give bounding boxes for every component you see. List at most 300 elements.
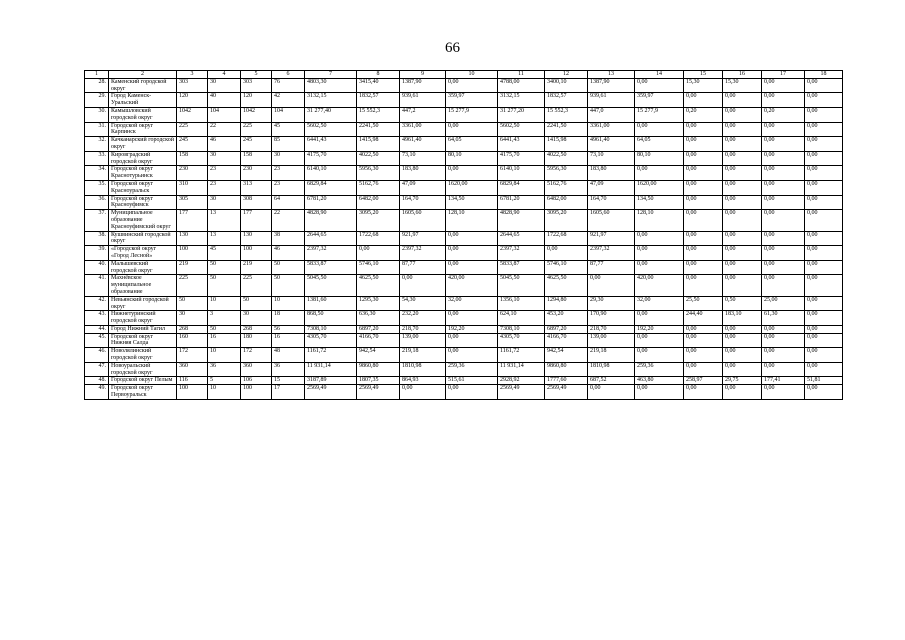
value-cell: 180 — [241, 333, 272, 348]
value-cell: 2569,49 — [545, 385, 588, 400]
value-cell: 15,30 — [723, 78, 762, 93]
value-cell: 219,18 — [588, 348, 635, 363]
table-row — [85, 296, 843, 311]
value-cell: 942,54 — [357, 348, 400, 363]
value-cell: 2241,50 — [545, 122, 588, 137]
value-cell: 0,00 — [723, 348, 762, 363]
column-number: 1 — [85, 71, 109, 79]
value-cell: 50 — [272, 275, 305, 296]
row-number-cell: 33. — [85, 151, 109, 166]
table-row — [85, 166, 843, 181]
value-cell: 0,00 — [684, 275, 723, 296]
value-cell: 4305,70 — [305, 333, 357, 348]
column-number: 4 — [208, 71, 241, 79]
value-cell: 0,00 — [588, 385, 635, 400]
value-cell: 4166,70 — [357, 333, 400, 348]
municipality-name-cell: Кушвинский городской округ — [109, 231, 177, 246]
row-number-cell: 48. — [85, 377, 109, 385]
value-cell: 2644,65 — [305, 231, 357, 246]
column-number: 13 — [588, 71, 635, 79]
table-row — [85, 231, 843, 246]
value-cell: 420,00 — [635, 275, 684, 296]
value-cell: 5602,50 — [498, 122, 545, 137]
value-cell: 6482,00 — [545, 195, 588, 210]
value-cell: 0,00 — [805, 137, 843, 152]
value-cell: 0,00 — [635, 311, 684, 326]
value-cell: 0,00 — [762, 137, 805, 152]
value-cell: 64 — [272, 195, 305, 210]
value-cell: 4305,70 — [498, 333, 545, 348]
table-row — [85, 78, 843, 93]
value-cell: 54,30 — [400, 296, 446, 311]
value-cell: 46 — [272, 246, 305, 261]
value-cell: 0,00 — [684, 231, 723, 246]
value-cell: 5162,76 — [357, 180, 400, 195]
value-cell: 76 — [272, 78, 305, 93]
value-cell: 359,97 — [635, 93, 684, 108]
value-cell: 130 — [177, 231, 208, 246]
value-cell: 0,00 — [805, 93, 843, 108]
value-cell: 0,00 — [635, 385, 684, 400]
value-cell: 45 — [272, 122, 305, 137]
value-cell: 0,00 — [762, 180, 805, 195]
value-cell: 50 — [177, 296, 208, 311]
value-cell: 0,00 — [762, 260, 805, 275]
value-cell: 3361,00 — [400, 122, 446, 137]
value-cell: 15 552,3 — [545, 107, 588, 122]
table-row — [85, 93, 843, 108]
value-cell: 183,10 — [723, 311, 762, 326]
value-cell: 128,10 — [635, 210, 684, 231]
value-cell: 22 — [272, 210, 305, 231]
value-cell: 120 — [177, 93, 208, 108]
value-cell: 0,00 — [684, 325, 723, 333]
value-cell: 0,00 — [762, 333, 805, 348]
value-cell: 64,05 — [446, 137, 498, 152]
value-cell: 4788,00 — [498, 78, 545, 93]
value-cell: 0,00 — [762, 362, 805, 377]
value-cell: 4961,40 — [400, 137, 446, 152]
value-cell: 116 — [177, 377, 208, 385]
value-cell: 244,40 — [684, 311, 723, 326]
value-cell: 5746,10 — [357, 260, 400, 275]
value-cell: 2397,32 — [498, 246, 545, 261]
value-cell: 258,97 — [684, 377, 723, 385]
value-cell: 225 — [177, 122, 208, 137]
value-cell: 4828,90 — [305, 210, 357, 231]
value-cell: 303 — [241, 78, 272, 93]
table-row — [85, 377, 843, 385]
value-cell: 130 — [241, 231, 272, 246]
value-cell: 5833,87 — [305, 260, 357, 275]
value-cell: 0,00 — [545, 246, 588, 261]
value-cell: 128,10 — [446, 210, 498, 231]
table-row — [85, 210, 843, 231]
value-cell: 6829,84 — [498, 180, 545, 195]
value-cell: 2241,50 — [357, 122, 400, 137]
value-cell: 100 — [177, 385, 208, 400]
value-cell: 2928,92 — [498, 377, 545, 385]
value-cell: 0,00 — [588, 275, 635, 296]
value-cell: 268 — [241, 325, 272, 333]
value-cell: 313 — [241, 180, 272, 195]
table-row — [85, 195, 843, 210]
value-cell: 225 — [177, 275, 208, 296]
row-number-cell: 32. — [85, 137, 109, 152]
row-number-cell: 36. — [85, 195, 109, 210]
value-cell: 177,41 — [762, 377, 805, 385]
value-cell: 0,00 — [635, 166, 684, 181]
table-body — [85, 71, 843, 400]
municipality-name-cell: Камышловский городской округ — [109, 107, 177, 122]
value-cell: 420,00 — [446, 275, 498, 296]
value-cell: 0,00 — [805, 348, 843, 363]
value-cell: 0,20 — [762, 107, 805, 122]
municipality-name-cell: Городской округ Нижняя Салда — [109, 333, 177, 348]
row-number-cell: 34. — [85, 166, 109, 181]
municipality-name-cell: «Городской округ «Город Лесной» — [109, 246, 177, 261]
value-cell: 0,00 — [400, 275, 446, 296]
value-cell: 47,09 — [400, 180, 446, 195]
value-cell: 9860,80 — [357, 362, 400, 377]
value-cell: 1605,60 — [400, 210, 446, 231]
value-cell: 80,10 — [446, 151, 498, 166]
value-cell: 30 — [177, 311, 208, 326]
value-cell: 0,00 — [446, 348, 498, 363]
column-number: 10 — [446, 71, 498, 79]
value-cell: 177 — [177, 210, 208, 231]
value-cell: 11 931,14 — [498, 362, 545, 377]
value-cell: 0,00 — [635, 246, 684, 261]
value-cell: 0,00 — [446, 311, 498, 326]
value-cell: 13 — [208, 210, 241, 231]
value-cell: 2397,32 — [305, 246, 357, 261]
table-row — [85, 385, 843, 400]
value-cell: 23 — [272, 166, 305, 181]
value-cell: 1415,98 — [545, 137, 588, 152]
value-cell: 259,36 — [635, 362, 684, 377]
value-cell: 45 — [208, 246, 241, 261]
value-cell: 0,50 — [723, 296, 762, 311]
value-cell: 50 — [208, 325, 241, 333]
value-cell: 6781,20 — [498, 195, 545, 210]
table-row — [85, 180, 843, 195]
value-cell: 0,00 — [635, 78, 684, 93]
value-cell: 0,00 — [723, 275, 762, 296]
value-cell: 5833,87 — [498, 260, 545, 275]
value-cell: 0,00 — [762, 385, 805, 400]
value-cell: 5956,30 — [357, 166, 400, 181]
value-cell: 0,00 — [684, 122, 723, 137]
value-cell: 0,00 — [684, 260, 723, 275]
value-cell: 1807,35 — [357, 377, 400, 385]
table-row — [85, 107, 843, 122]
value-cell: 245 — [241, 137, 272, 152]
column-number: 15 — [684, 71, 723, 79]
value-cell: 0,00 — [723, 385, 762, 400]
municipality-name-cell: Махнёвское муниципальное образование — [109, 275, 177, 296]
value-cell: 864,93 — [400, 377, 446, 385]
column-number: 3 — [177, 71, 208, 79]
municipality-name-cell: Городской округ Красноуральск — [109, 180, 177, 195]
column-number: 18 — [805, 71, 843, 79]
value-cell: 218,70 — [588, 325, 635, 333]
value-cell: 4803,30 — [305, 78, 357, 93]
value-cell: 0,00 — [805, 246, 843, 261]
value-cell: 25,50 — [684, 296, 723, 311]
value-cell: 219,18 — [400, 348, 446, 363]
value-cell: 1722,68 — [357, 231, 400, 246]
value-cell: 0,00 — [762, 166, 805, 181]
value-cell: 158 — [241, 151, 272, 166]
value-cell: 219 — [177, 260, 208, 275]
value-cell: 30 — [241, 311, 272, 326]
value-cell: 23 — [208, 180, 241, 195]
value-cell: 0,00 — [635, 348, 684, 363]
value-cell: 106 — [241, 377, 272, 385]
value-cell: 230 — [177, 166, 208, 181]
value-cell: 192,20 — [446, 325, 498, 333]
row-number-cell: 35. — [85, 180, 109, 195]
value-cell: 164,70 — [588, 195, 635, 210]
value-cell: 177 — [241, 210, 272, 231]
value-cell: 1777,60 — [545, 377, 588, 385]
value-cell: 183,80 — [400, 166, 446, 181]
value-cell: 30 — [208, 78, 241, 93]
municipality-name-cell: Кировградский городской округ — [109, 151, 177, 166]
value-cell: 0,00 — [723, 246, 762, 261]
value-cell: 1620,00 — [446, 180, 498, 195]
page-number: 66 — [445, 40, 460, 56]
value-cell: 0,00 — [400, 385, 446, 400]
row-number-cell: 46. — [85, 348, 109, 363]
value-cell: 30 — [208, 151, 241, 166]
value-cell: 0,00 — [446, 246, 498, 261]
value-cell: 64,05 — [635, 137, 684, 152]
value-cell: 463,80 — [635, 377, 684, 385]
value-cell: 23 — [272, 180, 305, 195]
value-cell: 225 — [241, 122, 272, 137]
value-cell: 303 — [177, 78, 208, 93]
value-cell: 0,00 — [805, 107, 843, 122]
value-cell: 0,00 — [805, 210, 843, 231]
value-cell: 36 — [272, 362, 305, 377]
value-cell: 40 — [208, 93, 241, 108]
value-cell: 170,90 — [588, 311, 635, 326]
value-cell: 5746,10 — [545, 260, 588, 275]
value-cell: 4625,50 — [357, 275, 400, 296]
value-cell: 50 — [208, 260, 241, 275]
value-cell: 1294,80 — [545, 296, 588, 311]
value-cell: 4175,70 — [305, 151, 357, 166]
value-cell: 104 — [208, 107, 241, 122]
column-number: 7 — [305, 71, 357, 79]
value-cell: 80,10 — [635, 151, 684, 166]
value-cell: 1387,90 — [588, 78, 635, 93]
value-cell: 0,00 — [446, 333, 498, 348]
value-cell: 0,00 — [684, 180, 723, 195]
value-cell: 0,00 — [684, 348, 723, 363]
value-cell: 0,00 — [723, 260, 762, 275]
value-cell: 100 — [177, 246, 208, 261]
value-cell: 0,00 — [723, 195, 762, 210]
value-cell: 0,00 — [723, 166, 762, 181]
value-cell: 453,20 — [545, 311, 588, 326]
value-cell: 139,00 — [400, 333, 446, 348]
row-number-cell: 47. — [85, 362, 109, 377]
value-cell: 192,20 — [635, 325, 684, 333]
value-cell: 158 — [177, 151, 208, 166]
column-number: 16 — [723, 71, 762, 79]
value-cell: 447,0 — [588, 107, 635, 122]
value-cell: 360 — [177, 362, 208, 377]
value-cell: 6441,43 — [305, 137, 357, 152]
value-cell: 0,00 — [762, 246, 805, 261]
value-cell: 1832,57 — [545, 93, 588, 108]
value-cell: 0,00 — [684, 166, 723, 181]
value-cell: 5045,50 — [305, 275, 357, 296]
value-cell: 47,09 — [588, 180, 635, 195]
value-cell: 0,00 — [684, 333, 723, 348]
value-cell: 0,00 — [805, 151, 843, 166]
value-cell: 219 — [241, 260, 272, 275]
value-cell: 0,00 — [635, 333, 684, 348]
value-cell: 32,00 — [635, 296, 684, 311]
value-cell: 0,00 — [446, 260, 498, 275]
table-row — [85, 362, 843, 377]
value-cell: 0,00 — [762, 210, 805, 231]
value-cell: 120 — [241, 93, 272, 108]
value-cell: 921,97 — [588, 231, 635, 246]
value-cell: 0,00 — [446, 78, 498, 93]
value-cell: 0,00 — [762, 122, 805, 137]
value-cell: 359,97 — [446, 93, 498, 108]
value-cell: 3095,20 — [357, 210, 400, 231]
value-cell: 4022,50 — [357, 151, 400, 166]
value-cell: 0,00 — [805, 333, 843, 348]
row-number-cell: 42. — [85, 296, 109, 311]
value-cell: 5956,30 — [545, 166, 588, 181]
value-cell: 0,00 — [684, 137, 723, 152]
value-cell: 1161,72 — [498, 348, 545, 363]
value-cell: 218,70 — [400, 325, 446, 333]
data-table — [84, 70, 843, 400]
value-cell: 0,00 — [805, 260, 843, 275]
value-cell: 100 — [241, 246, 272, 261]
value-cell: 6140,10 — [498, 166, 545, 181]
value-cell: 3400,10 — [545, 78, 588, 93]
value-cell: 636,30 — [357, 311, 400, 326]
value-cell: 38 — [272, 231, 305, 246]
column-number: 11 — [498, 71, 545, 79]
value-cell: 0,00 — [805, 180, 843, 195]
row-number-cell: 37. — [85, 210, 109, 231]
value-cell: 0,00 — [684, 385, 723, 400]
value-cell: 134,50 — [446, 195, 498, 210]
value-cell: 0,00 — [805, 385, 843, 400]
value-cell: 5602,50 — [305, 122, 357, 137]
value-cell: 0,00 — [684, 210, 723, 231]
municipality-name-cell: Город Каменск-Уральский — [109, 93, 177, 108]
value-cell: 17 — [272, 385, 305, 400]
value-cell: 939,61 — [588, 93, 635, 108]
value-cell: 230 — [241, 166, 272, 181]
value-cell: 0,00 — [723, 325, 762, 333]
value-cell: 447,2 — [400, 107, 446, 122]
value-cell: 15 277,9 — [446, 107, 498, 122]
value-cell: 1381,60 — [305, 296, 357, 311]
value-cell: 13 — [208, 231, 241, 246]
table-row — [85, 137, 843, 152]
value-cell: 87,77 — [400, 260, 446, 275]
value-cell: 42 — [272, 93, 305, 108]
row-number-cell: 28. — [85, 78, 109, 93]
value-cell: 0,00 — [446, 385, 498, 400]
municipality-name-cell: Новоуральский городской округ — [109, 362, 177, 377]
column-number: 8 — [357, 71, 400, 79]
table-row — [85, 275, 843, 296]
municipality-name-cell: Городской округ Краснотурьинск — [109, 166, 177, 181]
value-cell: 10 — [208, 296, 241, 311]
value-cell: 25,00 — [762, 296, 805, 311]
value-cell: 5045,50 — [498, 275, 545, 296]
column-number: 6 — [272, 71, 305, 79]
value-cell: 31 277,20 — [498, 107, 545, 122]
row-number-cell: 49. — [85, 385, 109, 400]
value-cell: 0,00 — [762, 78, 805, 93]
value-cell: 624,10 — [498, 311, 545, 326]
value-cell: 1810,98 — [400, 362, 446, 377]
value-cell: 1810,98 — [588, 362, 635, 377]
value-cell: 50 — [272, 260, 305, 275]
value-cell: 0,00 — [723, 107, 762, 122]
value-cell: 0,00 — [723, 210, 762, 231]
value-cell: 87,77 — [588, 260, 635, 275]
value-cell: 0,00 — [805, 231, 843, 246]
column-number: 5 — [241, 71, 272, 79]
value-cell: 259,36 — [446, 362, 498, 377]
value-cell: 0,00 — [635, 260, 684, 275]
table-row — [85, 333, 843, 348]
value-cell: 172 — [241, 348, 272, 363]
value-cell: 3361,00 — [588, 122, 635, 137]
row-number-cell: 31. — [85, 122, 109, 137]
value-cell: 0,00 — [723, 333, 762, 348]
value-cell: 4961,40 — [588, 137, 635, 152]
value-cell: 3187,89 — [305, 377, 357, 385]
column-number: 2 — [109, 71, 177, 79]
value-cell: 1415,98 — [357, 137, 400, 152]
value-cell: 48 — [272, 348, 305, 363]
table-row — [85, 311, 843, 326]
value-cell: 1605,60 — [588, 210, 635, 231]
value-cell: 61,30 — [762, 311, 805, 326]
value-cell: 687,52 — [588, 377, 635, 385]
value-cell: 139,00 — [588, 333, 635, 348]
municipality-name-cell: Качканарский городской округ — [109, 137, 177, 152]
column-number: 17 — [762, 71, 805, 79]
value-cell: 0,00 — [805, 311, 843, 326]
value-cell: 4022,50 — [545, 151, 588, 166]
value-cell: 56 — [272, 325, 305, 333]
value-cell: 0,00 — [723, 137, 762, 152]
value-cell: 0,00 — [684, 151, 723, 166]
value-cell: 22 — [208, 122, 241, 137]
value-cell: 0,00 — [762, 151, 805, 166]
value-cell: 360 — [241, 362, 272, 377]
value-cell: 0,00 — [762, 231, 805, 246]
value-cell: 5162,76 — [545, 180, 588, 195]
